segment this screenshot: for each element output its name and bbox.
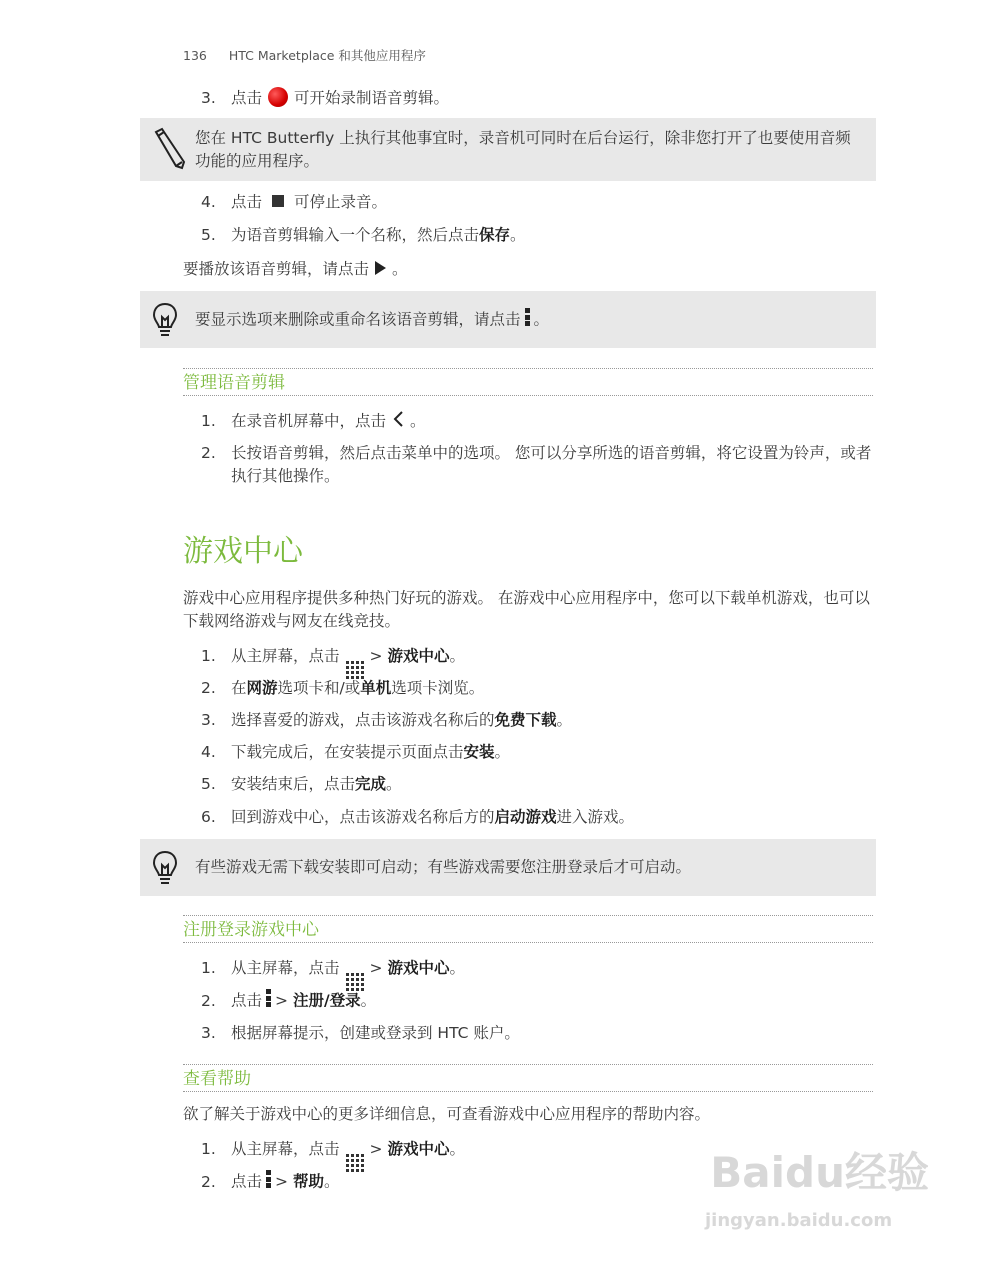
step-text: 进入游戏。 xyxy=(556,808,635,826)
record-step-5 xyxy=(201,224,526,246)
step-text: 。 xyxy=(449,647,465,665)
pencil-icon xyxy=(148,126,188,170)
step-number: 3. xyxy=(201,89,216,107)
step-text: 。 xyxy=(510,226,526,244)
help-step-1 xyxy=(201,1138,465,1172)
play-icon xyxy=(375,261,386,275)
step-text: 点击 xyxy=(231,193,263,211)
chapter-heading: 游戏中心 xyxy=(183,534,303,569)
page-number: 136 xyxy=(183,48,207,63)
section-heading: 查看帮助 xyxy=(183,1064,873,1092)
baidu-watermark-url: jingyan.baidu.com xyxy=(705,1210,893,1231)
stop-icon xyxy=(272,195,284,207)
lightbulb-icon xyxy=(152,850,178,886)
step-text: 从主屏幕，点击 xyxy=(231,647,340,665)
tip-text xyxy=(195,308,864,332)
free-download-label: 免费下载 xyxy=(494,711,557,729)
section-heading: 注册登录游戏中心 xyxy=(183,915,873,943)
step-text: 回到游戏中心，点击该游戏名称后方的 xyxy=(231,808,495,826)
step-number: 1. xyxy=(201,1140,216,1158)
game-step-3 xyxy=(201,709,572,731)
apps-grid-icon xyxy=(346,1154,364,1172)
step-text: 可停止录音。 xyxy=(294,193,388,211)
step-text: 在 xyxy=(231,679,247,697)
game-center-label: 游戏中心 xyxy=(387,1140,450,1158)
game-step-1 xyxy=(201,645,465,679)
step-text: 在录音机屏幕中，点击 xyxy=(231,412,387,430)
step-text: 根据屏幕提示，创建或登录到 HTC 账户。 xyxy=(231,1024,520,1042)
step-number: 4. xyxy=(201,743,216,761)
step-text: 。 xyxy=(410,412,426,430)
section-heading: 管理语音剪辑 xyxy=(183,368,873,396)
step-text: 。 xyxy=(494,743,511,761)
done-label: 完成 xyxy=(355,775,387,793)
step-number: 1. xyxy=(201,959,216,977)
menu-icon xyxy=(266,1170,271,1190)
step-text: 安装结束后，点击 xyxy=(231,775,356,793)
menu-icon xyxy=(525,308,530,328)
help-step-2 xyxy=(201,1170,339,1193)
save-label: 保存 xyxy=(479,226,511,244)
separator: > xyxy=(275,1172,289,1191)
register-step-3 xyxy=(201,1022,520,1044)
step-number: 2. xyxy=(201,991,216,1010)
step-number: 5. xyxy=(201,226,216,244)
step-number: 5. xyxy=(201,775,216,793)
help-intro: 欲了解关于游戏中心的更多详细信息，可查看游戏中心应用程序的帮助内容。 xyxy=(183,1105,711,1123)
step-text: 下载完成后，在安装提示页面点击 xyxy=(231,743,464,761)
step-number: 6. xyxy=(201,808,216,826)
single-games-label: 单机 xyxy=(360,679,392,697)
tip-text: 有些游戏无需下载安装即可启动；有些游戏需要您注册登录后才可启动。 xyxy=(195,858,692,876)
separator: > xyxy=(369,1140,383,1158)
step-text: 点击 xyxy=(231,991,263,1010)
install-label: 安装 xyxy=(463,743,495,761)
step-number: 3. xyxy=(201,1024,216,1042)
record-step-3 xyxy=(201,87,449,109)
launch-game-label: 启动游戏 xyxy=(494,808,557,826)
page-header xyxy=(183,46,426,64)
register-step-2 xyxy=(201,989,376,1012)
manage-step-1 xyxy=(201,410,426,432)
register-step-1 xyxy=(201,957,465,991)
online-games-label: 网游 xyxy=(246,679,278,697)
step-number: 2. xyxy=(201,679,216,697)
record-step-4 xyxy=(201,191,387,213)
tip-text-part: 要显示选项来删除或重命名该语音剪辑，请点击 xyxy=(195,310,521,329)
step-text: 。 xyxy=(449,959,465,977)
step-text: 。 xyxy=(386,775,402,793)
step-number: 3. xyxy=(201,711,216,729)
step-text: 。 xyxy=(449,1140,465,1158)
back-chevron-icon xyxy=(392,410,404,428)
register-login-label: 注册/登录 xyxy=(292,991,361,1010)
game-intro: 游戏中心应用程序提供多种热门好玩的游戏。 在游戏中心应用程序中，您可以下载单机游戏，也可以下载网络游戏与网友在线竞技。 xyxy=(183,589,870,630)
game-step-6 xyxy=(201,806,634,828)
note-box xyxy=(140,118,876,181)
step-number: 1. xyxy=(201,647,216,665)
manage-step-2 xyxy=(201,442,873,488)
step-number: 2. xyxy=(201,1172,216,1191)
tip-box xyxy=(140,839,876,896)
step-number: 1. xyxy=(201,412,216,430)
lightbulb-icon xyxy=(152,302,178,338)
tip-text-part: 。 xyxy=(533,310,550,329)
note-text: 您在 HTC Butterfly 上执行其他事宜时，录音机可同时在后台运行，除非您打开了也要使用音频功能的应用程序。 xyxy=(195,129,851,170)
help-label: 帮助 xyxy=(292,1172,324,1191)
game-center-label: 游戏中心 xyxy=(387,647,450,665)
step-text: 点击 xyxy=(231,89,263,107)
game-center-label: 游戏中心 xyxy=(387,959,450,977)
step-text: 。 xyxy=(323,1172,340,1191)
game-step-5 xyxy=(201,773,402,795)
tip-box xyxy=(140,291,876,348)
play-text: 。 xyxy=(392,260,408,278)
step-text: 。 xyxy=(556,711,573,729)
baidu-watermark-logo: Baidu经验 xyxy=(710,1148,929,1197)
step-text: 选项卡和/或 xyxy=(277,679,361,697)
step-text: 长按语音剪辑，然后点击菜单中的选项。 您可以分享所选的语音剪辑，将它设置为铃声，或者执行其他操作。 xyxy=(231,444,872,485)
menu-icon xyxy=(266,989,271,1009)
record-button-icon xyxy=(268,87,288,107)
step-text: 选择喜爱的游戏，点击该游戏名称后的 xyxy=(231,711,495,729)
step-text: 从主屏幕，点击 xyxy=(231,1140,340,1158)
game-step-4 xyxy=(201,741,510,763)
game-step-2 xyxy=(201,677,484,699)
separator: > xyxy=(369,647,383,665)
play-instruction xyxy=(183,258,873,281)
separator: > xyxy=(369,959,383,977)
step-number: 2. xyxy=(201,444,216,462)
step-text: 为语音剪辑输入一个名称，然后点击 xyxy=(231,226,480,244)
separator: > xyxy=(275,991,289,1010)
play-text: 要播放该语音剪辑，请点击 xyxy=(183,260,370,278)
step-text: 。 xyxy=(360,991,377,1010)
step-text: 点击 xyxy=(231,1172,263,1191)
step-text: 可开始录制语音剪辑。 xyxy=(294,89,450,107)
step-text: 选项卡浏览。 xyxy=(391,679,485,697)
step-text: 从主屏幕，点击 xyxy=(231,959,340,977)
step-number: 4. xyxy=(201,193,216,211)
chapter-title: HTC Marketplace 和其他应用程序 xyxy=(228,48,426,63)
